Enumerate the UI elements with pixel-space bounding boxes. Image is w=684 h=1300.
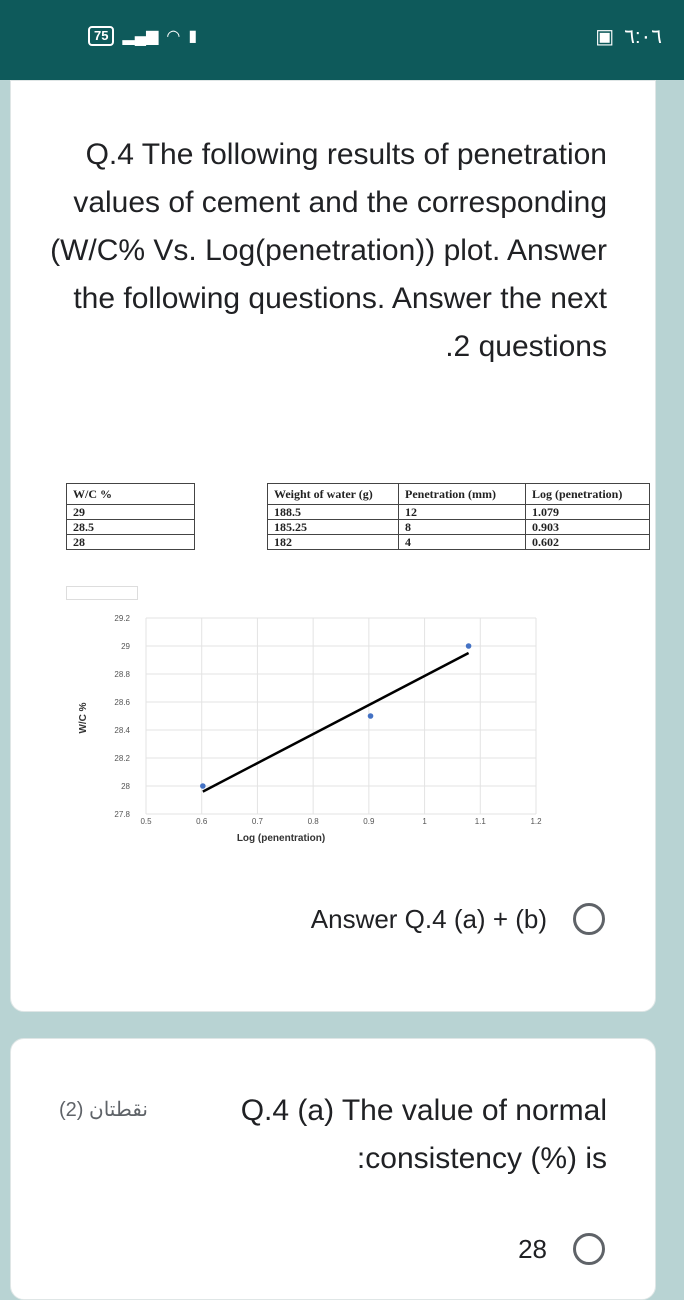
answer-option-label: Answer Q.4 (a) + (b) [310,903,547,934]
table-header: Penetration (mm) [399,484,526,505]
y-tick-label: 29 [121,642,130,651]
y-axis-label: W/C % [78,702,89,734]
x-tick-label: 1 [422,817,427,826]
x-axis-label: Log (penentration) [236,833,326,844]
x-tick-label: 1.1 [474,817,486,826]
table-spacer [195,535,268,550]
table-cell: 12 [399,505,526,520]
table-header: Weight of water (g) [268,484,399,505]
y-tick-label: 27.8 [114,810,130,819]
notification-icon: ▣ [595,26,615,48]
data-table [66,483,650,550]
x-tick-label: 1.2 [530,817,542,826]
y-tick-label: 28.2 [114,754,130,763]
answer-radio-button[interactable] [573,903,605,935]
table-cell: 28.5 [67,520,195,535]
answer-option-row[interactable] [311,903,605,935]
status-right [595,24,662,49]
status-clock: ٦:٠٦ [624,26,662,48]
battery-icon: 75 [88,26,114,46]
signal-icon: ▂▄▆ [122,28,159,45]
vibrate-icon: ▮ [188,28,198,45]
table-cell: 0.602 [526,535,650,550]
x-tick-label: 0.8 [307,817,319,826]
table-header: W/C % [67,484,195,505]
x-tick-label: 0.5 [140,817,152,826]
status-left [88,26,197,46]
status-bar [0,0,684,80]
option-radio-button[interactable] [573,1233,605,1265]
table-cell: 0.903 [526,520,650,535]
question-4a-title: Q.4 (a) The value of normal :consistency (%) is [240,1094,607,1175]
y-tick-label: 28.6 [114,698,130,707]
x-tick-label: 0.6 [196,817,208,826]
y-tick-label: 28 [121,782,130,791]
option-label: 28 [518,1233,547,1264]
table-cell: 188.5 [268,505,399,520]
x-tick-label: 0.7 [251,817,263,826]
table-header-row [67,484,650,505]
data-point [200,783,206,789]
table-spacer [195,505,268,520]
y-tick-label: 29.2 [114,614,130,623]
points-label: نقطتان (2) [59,1099,148,1121]
table-cell: 8 [399,520,526,535]
table-spacer [195,520,268,535]
y-tick-label: 28.8 [114,670,130,679]
table-cell: 185.25 [268,520,399,535]
table-cell: 4 [399,535,526,550]
table-header: Log (penetration) [526,484,650,505]
table-spacer [195,484,268,505]
question-4-card [10,80,656,1012]
table-cell: 182 [268,535,399,550]
question-4-title: Q.4 The following results of penetration values of cement and the corresponding (W/C% Vs. Log(penetration)) plot. Answer the following questions. Answer the next .2 questions [50,138,607,363]
table-cell: 1.079 [526,505,650,520]
table-row [67,535,650,550]
table-cell: 28 [67,535,195,550]
option-row[interactable] [518,1233,605,1265]
scatter-chart [66,586,586,861]
table-row [67,505,650,520]
table-row [67,520,650,535]
data-point [466,643,472,649]
wifi-icon: ◠ [166,28,181,45]
data-point [368,713,374,719]
x-tick-label: 0.9 [363,817,375,826]
question-4a-card [10,1038,656,1300]
y-tick-label: 28.4 [114,726,130,735]
table-cell: 29 [67,505,195,520]
